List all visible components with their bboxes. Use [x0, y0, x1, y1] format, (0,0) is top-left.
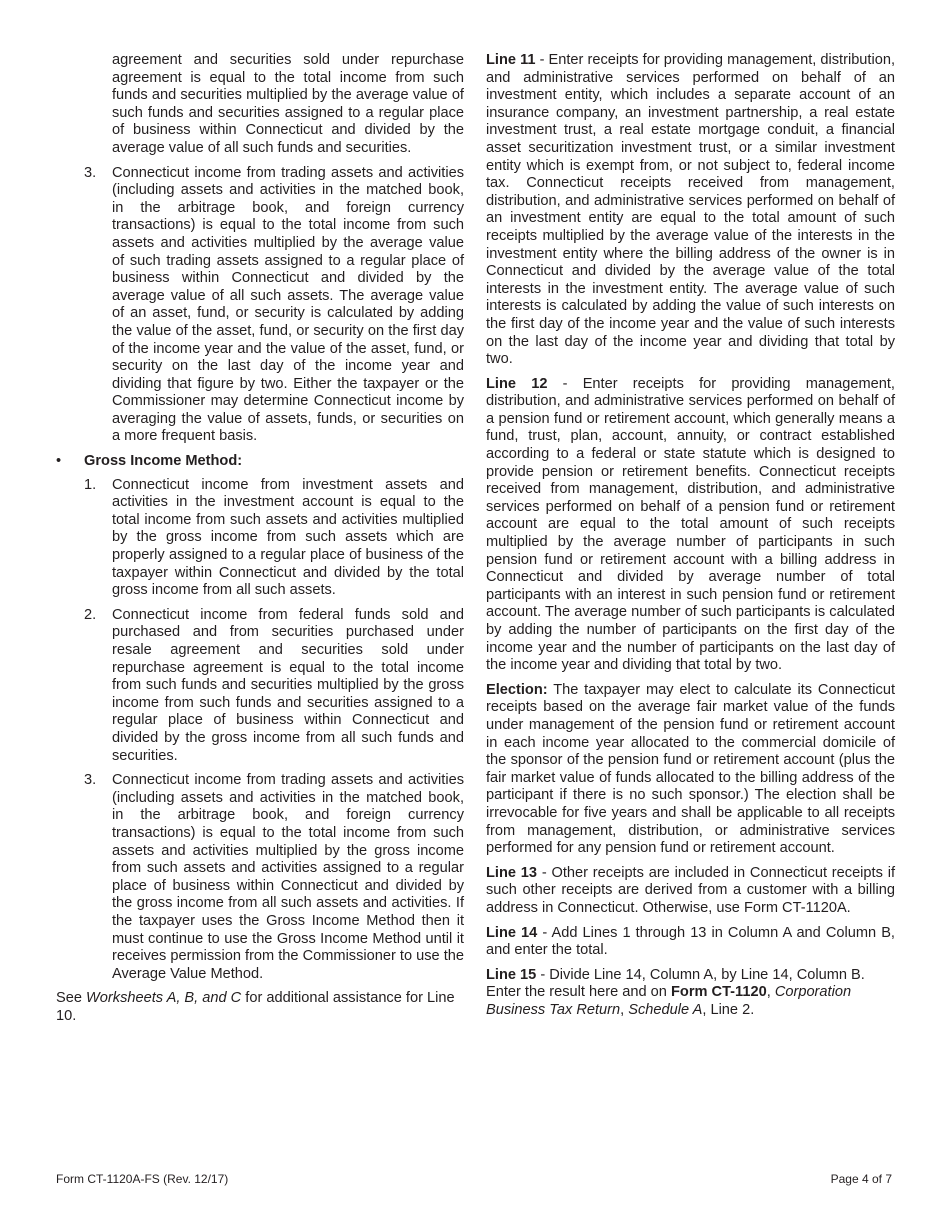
average-value-item-3 — [56, 165, 464, 447]
line-15-return-title: Corporation Business Tax Return — [486, 984, 852, 1018]
line-14-label: Line 14 — [486, 924, 538, 941]
line-12-label: Line 12 — [486, 375, 548, 392]
line-11-text: - Enter receipts for providing management, distribution, and administrative services performed on behalf of an investment entity, which includes a separate account of an insurance company, an investment partnership, a real estate investment trust, a real estate mortgage conduit, a financial asset securitization investment trust, or a similar investment entity which is exempt from, or not subject to, federal income tax. Connecticut receipts received from management, distribution, and administrative services performed on behalf of an investment entity are equal to the total amount of such receipts multiplied by the average value of the interests in the investment entity where the billing address of the owner is in Connecticut and divided by the average value of the total interests in the investment entity. The average value of such interests is calculated by adding the value of such interests on the first day of the income year and the value of such interests on the last day of the income year and dividing that total by two. — [486, 52, 896, 368]
line-14-paragraph — [486, 925, 895, 960]
line-12-paragraph — [486, 376, 895, 675]
continued-paragraph: agreement and securities sold under repurchase agreement is equal to the total income from such funds and securities multiplied by the average value of such funds and securities assigned to a regular place of business within Connecticut and divided by the average value of all such funds and securities. — [112, 52, 464, 156]
line-15-label: Line 15 — [486, 966, 537, 983]
line-13-label: Line 13 — [486, 864, 538, 881]
line-15-paragraph — [486, 967, 895, 1020]
right-column — [486, 52, 895, 1026]
gross-income-item-1 — [56, 477, 464, 600]
item-number: 3. — [84, 772, 97, 789]
worksheets-note — [56, 990, 464, 1025]
item-text: Connecticut income from trading assets and activities (including assets and activities in the matched book, in the arbitrage book, and foreign currency transactions) is equal to the total income from such assets and activities multiplied by the gross income from such assets and activities assigned to a regular place of business within Connecticut and divided by the gross income from all such assets and activities. If the taxpayer uses the Gross Income Method then it must continue to use the Gross Income Method until it receives permission from the Commissioner to use the Average Value Method. — [112, 772, 465, 982]
line-15-form: Form CT-1120 — [670, 984, 767, 1001]
election-label: Election: — [486, 681, 548, 698]
line-15-text-2: , Line 2. — [702, 1001, 755, 1018]
line-15-sep-1: , — [766, 984, 775, 1001]
line-13-text: - Other receipts are included in Connecticut receipts if such other receipts are derived from a customer with a billing address in Connecticut. Otherwise, use Form CT-1120A. — [486, 864, 895, 916]
bullet-icon: • — [56, 453, 62, 470]
footer-form-id: Form CT-1120A-FS (Rev. 12/17) — [56, 1172, 229, 1186]
item-number: 1. — [84, 476, 97, 493]
line-11-paragraph — [486, 52, 895, 369]
gross-income-item-3 — [56, 772, 464, 983]
line-15-text-1: - Divide Line 14, Column A, by Line 14, Column B. Enter the result here and on — [486, 966, 865, 1001]
line-12-text: - Enter receipts for providing management, distribution, and administrative services performed on behalf of a pension fund or retirement account, which generally means a fund, trust, plan, account, annuity, or contract established according to a federal or state statute which is designed to provide pension or retirement benefits. Connecticut receipts received from management, distribution, and administrative services performed on behalf of a pension fund or retirement account are equal to the total amount of such receipts multiplied by the average number of participants in such pension fund or retirement account with a billing address in Connecticut and divided by average number of total participants with an interest in such pension fund or retirement account. The average number of such participants is calculated by adding the number of participants on the first day of the income year and the number of participants on the last day of the income year and dividing that total by two. — [486, 375, 895, 674]
line-15-schedule: Schedule A — [628, 1001, 703, 1018]
gross-income-heading — [56, 453, 464, 471]
item-number: 2. — [84, 606, 97, 623]
item-number: 3. — [84, 164, 97, 181]
left-column — [56, 52, 464, 1025]
note-post: for additional assistance for Line 10. — [56, 990, 455, 1024]
line-14-text: - Add Lines 1 through 13 in Column A and Column B, and enter the total. — [486, 924, 895, 959]
item-text: Connecticut income from federal funds sold and purchased and from securities purchased under resale agreement and securities sold under repurchase agreement is equal to the total income from such funds and securities multiplied by the gross income from such funds and securities assigned to a regular place of business within Connecticut and divided by the gross income from all such funds and securities. — [112, 606, 464, 764]
line-15-sep-2: , — [620, 1001, 629, 1018]
election-paragraph — [486, 682, 895, 858]
line-11-label: Line 11 — [486, 52, 536, 68]
line-13-paragraph — [486, 865, 895, 918]
item-text: Connecticut income from investment assets and activities in the investment account is equal to the total income from such assets and activities multiplied by the gross income from such assets which are properly assigned to a regular place of business of the taxpayer within Connecticut and divided by the total gross income from all such assets. — [112, 476, 464, 599]
heading-text: Gross Income Method: — [84, 453, 243, 470]
election-text: The taxpayer may elect to calculate its Connecticut receipts based on the average fair market value of the funds under management of the pension fund or retirement account in each income year allocated to the commercial domicile of the sponsor of the pension fund or retirement account (plus the fair market value of funds allocated to the billing address of the participant if there is no such sponsor.) The election shall be irrevocable for five years and shall be applicable to all receipts from management, distribution, or administrative services performed for any pension fund or retirement account. — [486, 681, 895, 857]
gross-income-item-2 — [56, 607, 464, 765]
footer-page-number: Page 4 of 7 — [830, 1172, 892, 1186]
item-text: Connecticut income from trading assets and activities (including assets and activities in the matched book, in the arbitrage book, and foreign currency transactions) is equal to the total income from such assets and activities multiplied by the average value of such trading assets assigned to a regular place of business within Connecticut and divided by the average value of all such assets. The average value of an asset, fund, or security is calculated by adding the value of the asset, fund, or security on the first day of the income year and the value of the asset, fund, or security on the last day of the income year and dividing that figure by two. Either the taxpayer or the Commissioner may determine Connecticut income by averaging the value of assets, funds, or securities on a more frequent basis. — [112, 164, 464, 445]
note-pre: See — [56, 990, 87, 1007]
note-worksheets: Worksheets A, B, and C — [86, 990, 242, 1007]
